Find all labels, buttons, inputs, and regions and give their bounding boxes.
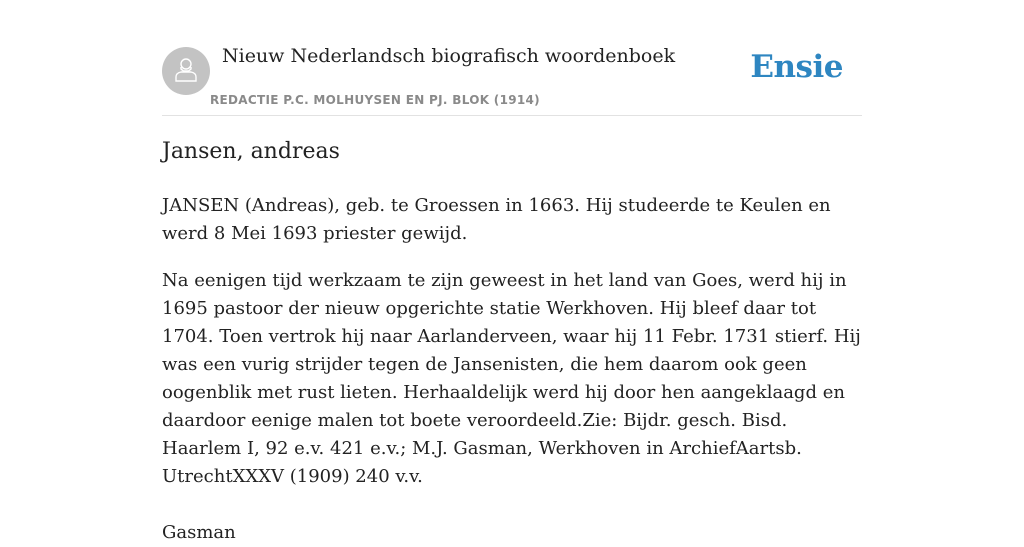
ensie-logo-link[interactable]: Ensie bbox=[750, 49, 843, 85]
article-title: Jansen, andreas bbox=[162, 139, 340, 164]
article-author: Gasman bbox=[162, 522, 236, 543]
article-paragraph: JANSEN (Andreas), geb. te Groessen in 1663. Hij studeerde te Keulen en werd 8 Mei 1693 priester gewijd. bbox=[162, 195, 831, 244]
source-title[interactable]: Nieuw Nederlandsch biografisch woordenboek bbox=[222, 45, 676, 67]
avatar[interactable] bbox=[162, 47, 210, 95]
user-icon bbox=[172, 55, 200, 88]
article-body bbox=[162, 192, 862, 547]
source-header bbox=[162, 44, 862, 116]
article-paragraph: Na eenigen tijd werkzaam te zijn geweest in het land van Goes, werd hij in 1695 pastoor der nieuw opgerichte statie Werkhoven. Hij bleef daar tot 1704. Toen vertrok hij naar Aarlanderveen, waar hij 11 Febr. 1731 stierf. Hij was een vurig strijder tegen de Jansenisten, die hem daarom ook geen oogenblik met rust lieten. Herhaaldelijk werd hij door hen aangeklaagd en daardoor eenige malen tot boete veroordeeld.Zie: Bijdr. gesch. Bisd. Haarlem I, 92 e.v. 421 e.v.; M.J. Gasman, Werkhoven in ArchiefAartsb. UtrechtXXXV (1909) 240 v.v. bbox=[162, 270, 861, 487]
source-editors: REDACTIE P.C. MOLHUYSEN EN PJ. BLOK (1914) bbox=[210, 93, 540, 107]
